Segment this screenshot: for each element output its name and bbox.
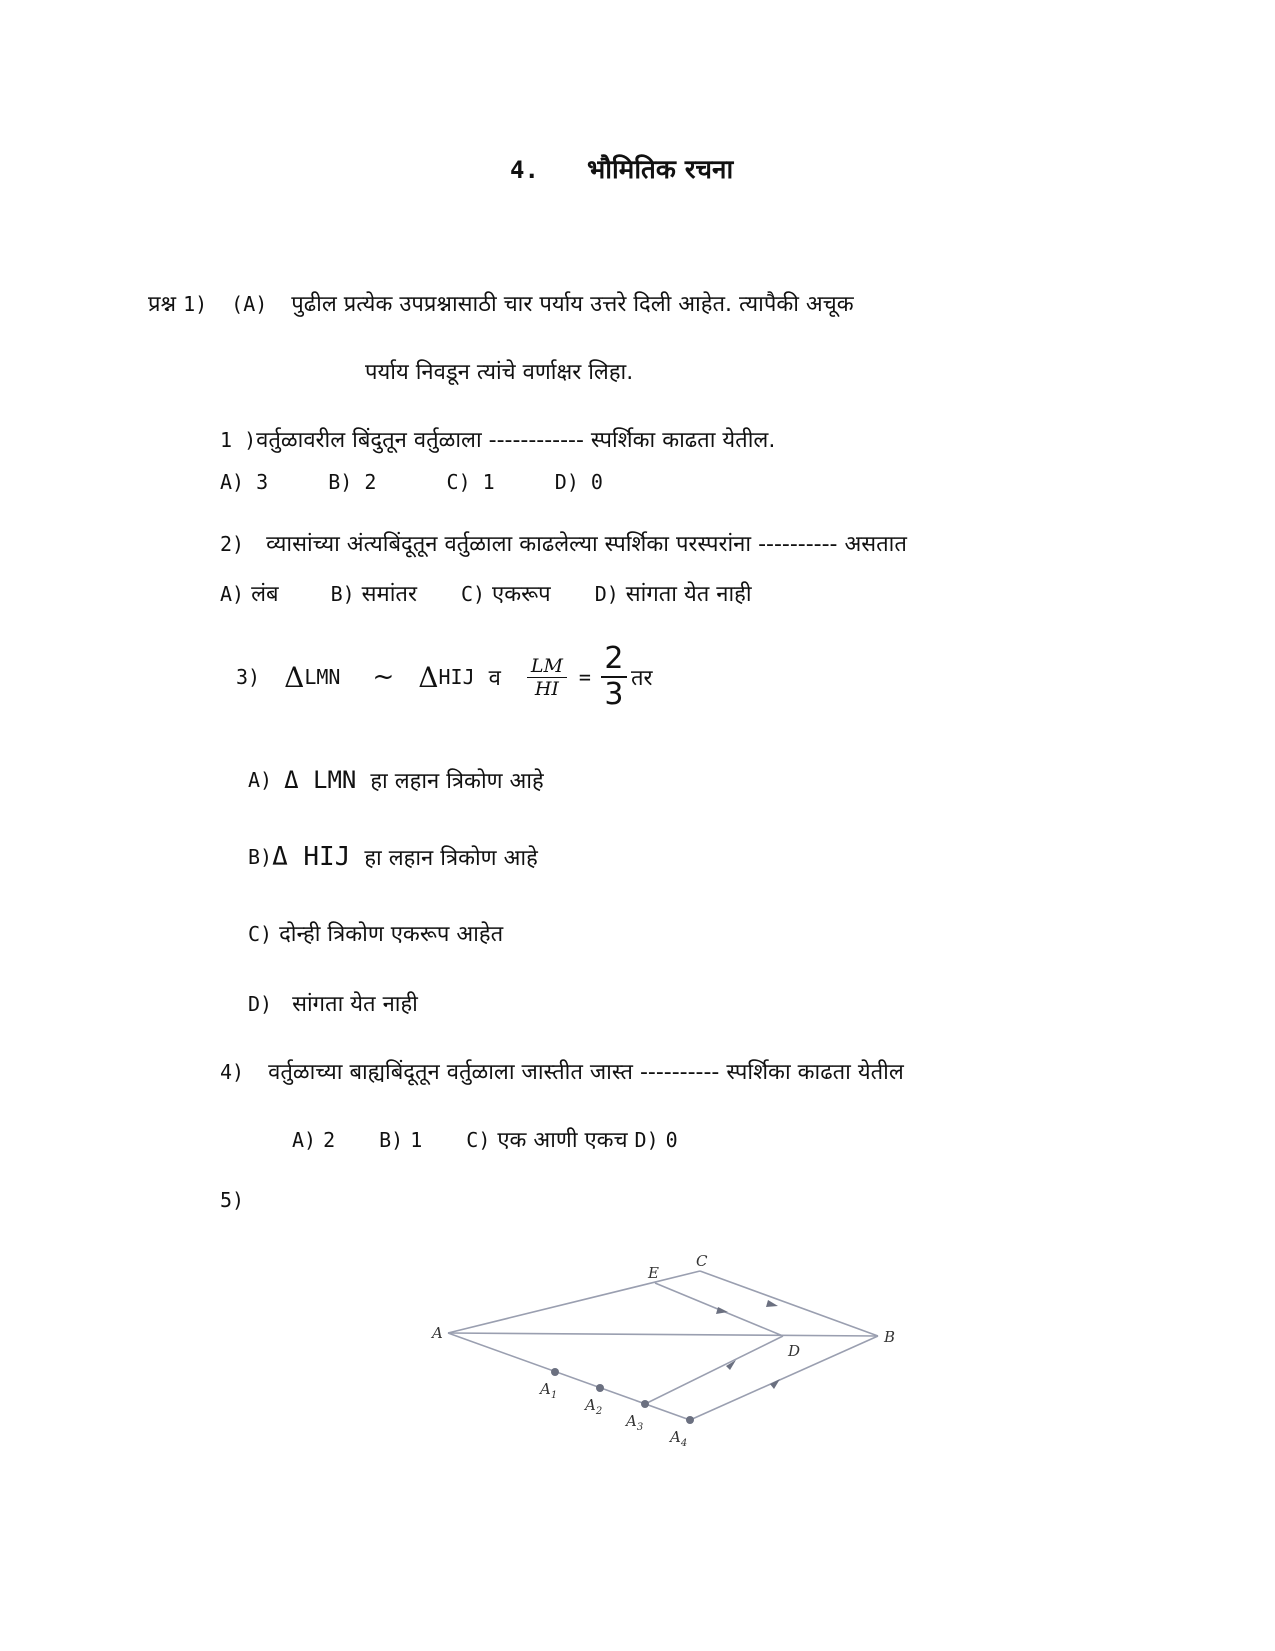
point-a3 [641,1400,649,1408]
q2-option-b-key: B) [330,582,355,606]
label-a: A [432,1324,443,1342]
q3-delta-2: Δ [418,660,439,694]
instruction-line-2: पर्याय निवडून त्यांचे वर्णाक्षर लिहा. [365,360,634,385]
q2-option-a-text: लंब [251,582,279,607]
q4-option-b-key: B) [379,1128,404,1152]
q4-option-d-text: 0 [665,1128,678,1152]
q3-option-a-text: हा लहान त्रिकोण आहे [370,769,544,794]
q2-option-a-key: A) [220,582,245,606]
q3-option-d-key: D) [248,992,273,1016]
q3-option-a-math: Δ LMN [284,766,357,794]
q2-option-b-text: समांतर [361,582,417,607]
q3-triangle-1: LMN [304,665,341,689]
q2-number: 2) [220,532,245,556]
q3-number: 3) [236,665,261,689]
label-d: D [788,1342,801,1360]
question-number: 1) [183,292,208,316]
heading-title: भौमितिक रचना [587,155,734,185]
q3-equals: = [578,665,591,689]
instruction-line-1: पुढील प्रत्येक उपप्रश्नासाठी चार पर्याय उत्तरे दिली आहेत. त्यापैकी अचूक [291,292,854,317]
q2-option-d-text: सांगता येत नाही [625,582,752,607]
arrow-a4b-icon [770,1379,780,1389]
label-b: B [884,1328,896,1346]
q3-option-a-key: A) [248,768,273,792]
q2-text: व्यासांच्या अंत्यबिंदूतून वर्तुळाला काढलेल्या स्पर्शिका परस्परांना ---------- असतात [266,532,907,557]
q1-option-c: C) 1 [446,470,495,494]
label-c: C [696,1252,708,1270]
q4-text: वर्तुळाच्या बाह्यबिंदूतून वर्तुळाला जास्तीत जास्त ---------- स्पर्शिका काढता येतील [268,1060,904,1085]
q3-option-b-text: हा लहान त्रिकोण आहे [364,846,538,871]
q1-text: वर्तुळावरील बिंदुतून वर्तुळाला ------------ स्पर्शिका काढता येतील. [256,428,776,453]
q3-ratio-denominator: 3 [604,677,624,712]
q1-option-d: D) 0 [554,470,603,494]
q4-option-c-key: C) [466,1128,491,1152]
q3-ratio-numerator: 2 [604,641,624,676]
point-a2 [596,1384,604,1392]
q3-delta-1: Δ [284,660,305,694]
segment-a4b [690,1336,878,1420]
label-e: E [648,1264,659,1282]
question-label: प्रश्न [148,292,177,317]
label-a1: $A_1$ [540,1380,558,1401]
q3-option-c-text: दोन्ही त्रिकोण एकरूप आहेत [279,922,504,947]
q2-option-d-key: D) [594,582,619,606]
q3-option-d-text: सांगता येत नाही [292,992,418,1017]
q4-option-c-text: एक आणी एकच [497,1128,628,1153]
q3-triangle-2: HIJ [438,665,475,689]
q3-option-b-math: Δ HIJ [272,842,351,872]
heading-number: 4. [510,156,539,184]
q2-option-c-text: एकरूप [492,582,551,607]
label-a4: $A_4$ [670,1428,688,1449]
q1-number: 1 ) [220,428,257,452]
q4-option-b-text: 1 [410,1128,423,1152]
q5-number: 5) [220,1188,245,1212]
q3-similar-sign: ~ [372,662,395,692]
segment-ab [448,1333,878,1336]
label-a2: $A_2$ [585,1396,603,1417]
q3-then-word: तर [630,666,653,691]
q3-option-b-key: B) [248,845,273,869]
q1-option-b: B) 2 [328,470,377,494]
q2-option-c-key: C) [460,582,486,606]
q3-fraction-denominator: HI [534,677,559,700]
q3-and-word: व [488,666,501,691]
question-part: (A) [231,292,268,316]
label-a3: $A_3$ [626,1412,644,1433]
q4-option-a-key: A) [292,1128,317,1152]
point-a4 [686,1416,694,1424]
q4-option-d-key: D) [634,1128,659,1152]
segment-ray-a4 [448,1333,690,1420]
arrow-cb-icon [766,1300,778,1307]
q3-fraction-numerator: LM [530,654,563,677]
point-a1 [551,1368,559,1376]
segment-cb [700,1271,878,1336]
q4-number: 4) [220,1060,245,1084]
segment-a3d [645,1336,783,1404]
q3-option-c-key: C) [248,922,273,946]
segment-ac [448,1271,700,1333]
q4-option-a-text: 2 [323,1128,336,1152]
q1-option-a: A) 3 [220,470,269,494]
